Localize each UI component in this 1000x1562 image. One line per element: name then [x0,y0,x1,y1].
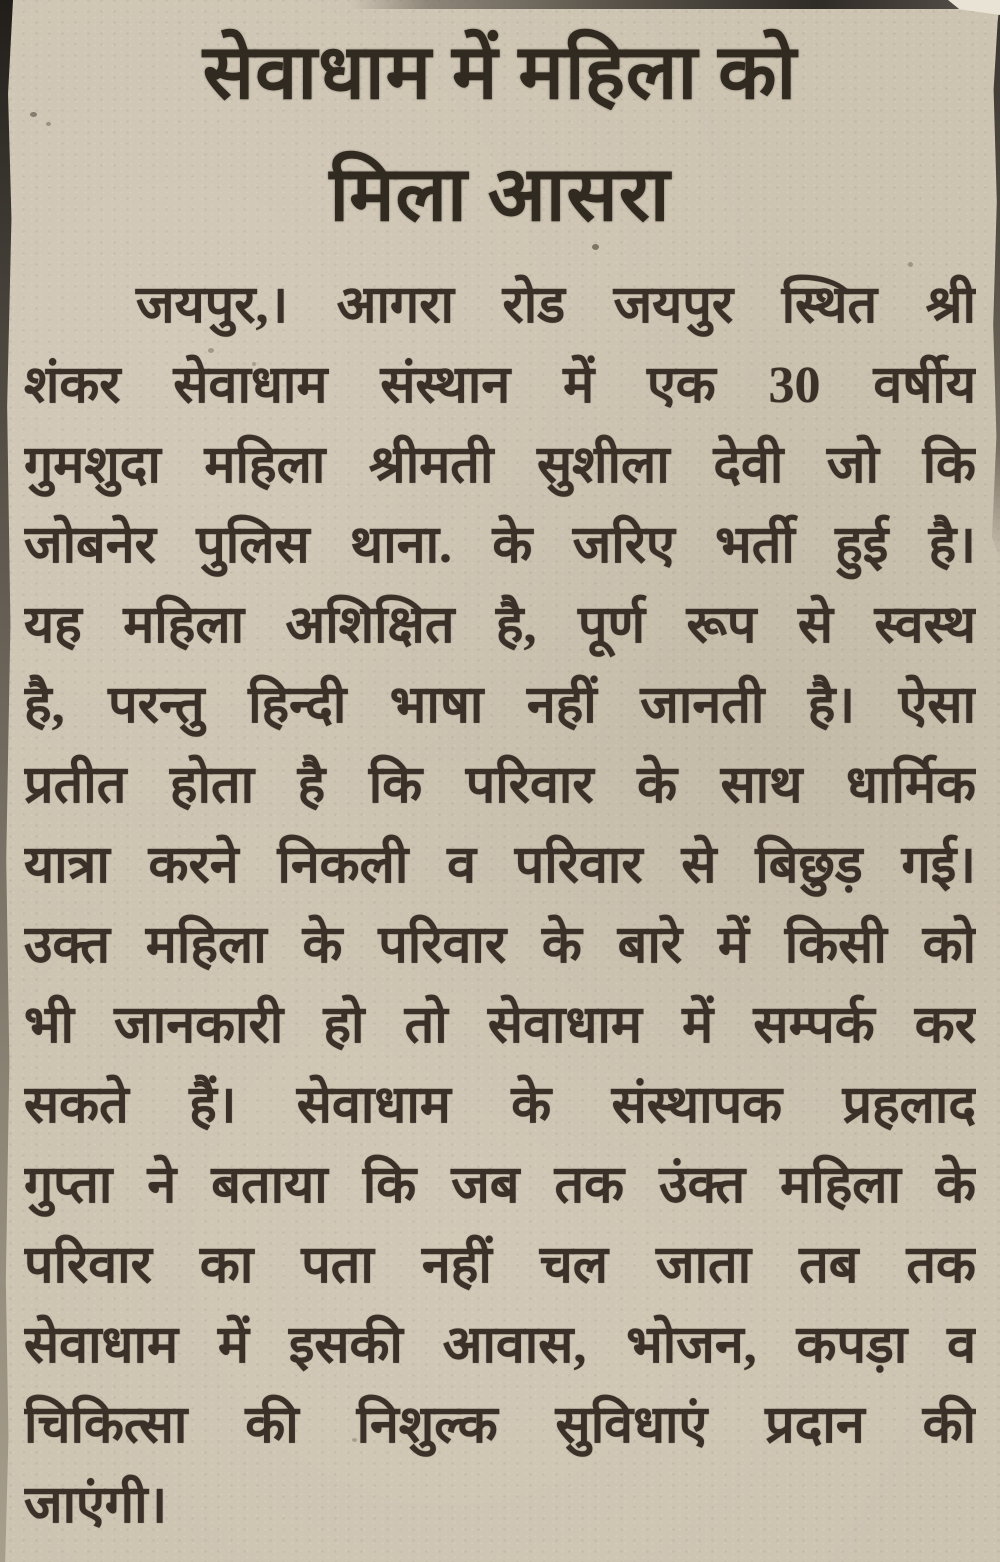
body-line: है, परन्तु हिन्दी भाषा नहीं जानती है। ऐसा [24,677,976,734]
headline-line-1: सेवाधाम में महिला को [202,31,798,115]
body-line: जाएंगी। [24,1477,168,1534]
body-line: जयपुर,। आगरा रोड जयपुर स्थित श्री [136,277,976,334]
body-line: यह महिला अशिक्षित है, पूर्ण रूप से स्वस्थ [24,597,976,654]
article-body [0,266,1000,1546]
body-line: परिवार का पता नहीं चल जाता तब तक [24,1237,976,1294]
body-line: गुमशुदा महिला श्रीमती सुशीला देवी जो कि [24,437,976,494]
body-line: भी जानकारी हो तो सेवाधाम में सम्पर्क कर [24,997,976,1054]
article-headline [0,0,1000,256]
body-line: जोबनेर पुलिस थाना. के जरिए भर्ती हुई है। [24,517,976,574]
headline-line-2: मिला आसरा [329,153,671,237]
body-line: शंकर सेवाधाम संस्थान में एक 30 वर्षीय [24,357,976,414]
body-line: उक्त महिला के परिवार के बारे में किसी को [24,917,976,974]
body-line: यात्रा करने निकली व परिवार से बिछुड़ गई। [24,837,976,894]
body-line: सकते हैं। सेवाधाम के संस्थापक प्रहलाद [24,1077,976,1134]
body-line: गुप्ता ने बताया कि जब तक उंक्त महिला के [24,1157,976,1214]
body-line: चिकित्सा की निशुल्क सुविधाएं प्रदान की [24,1397,976,1454]
scan-top-edge [350,0,1000,9]
body-line: सेवाधाम में इसकी आवास, भोजन, कपड़ा व [24,1317,976,1374]
body-line: प्रतीत होता है कि परिवार के साथ धार्मिक [24,757,976,814]
